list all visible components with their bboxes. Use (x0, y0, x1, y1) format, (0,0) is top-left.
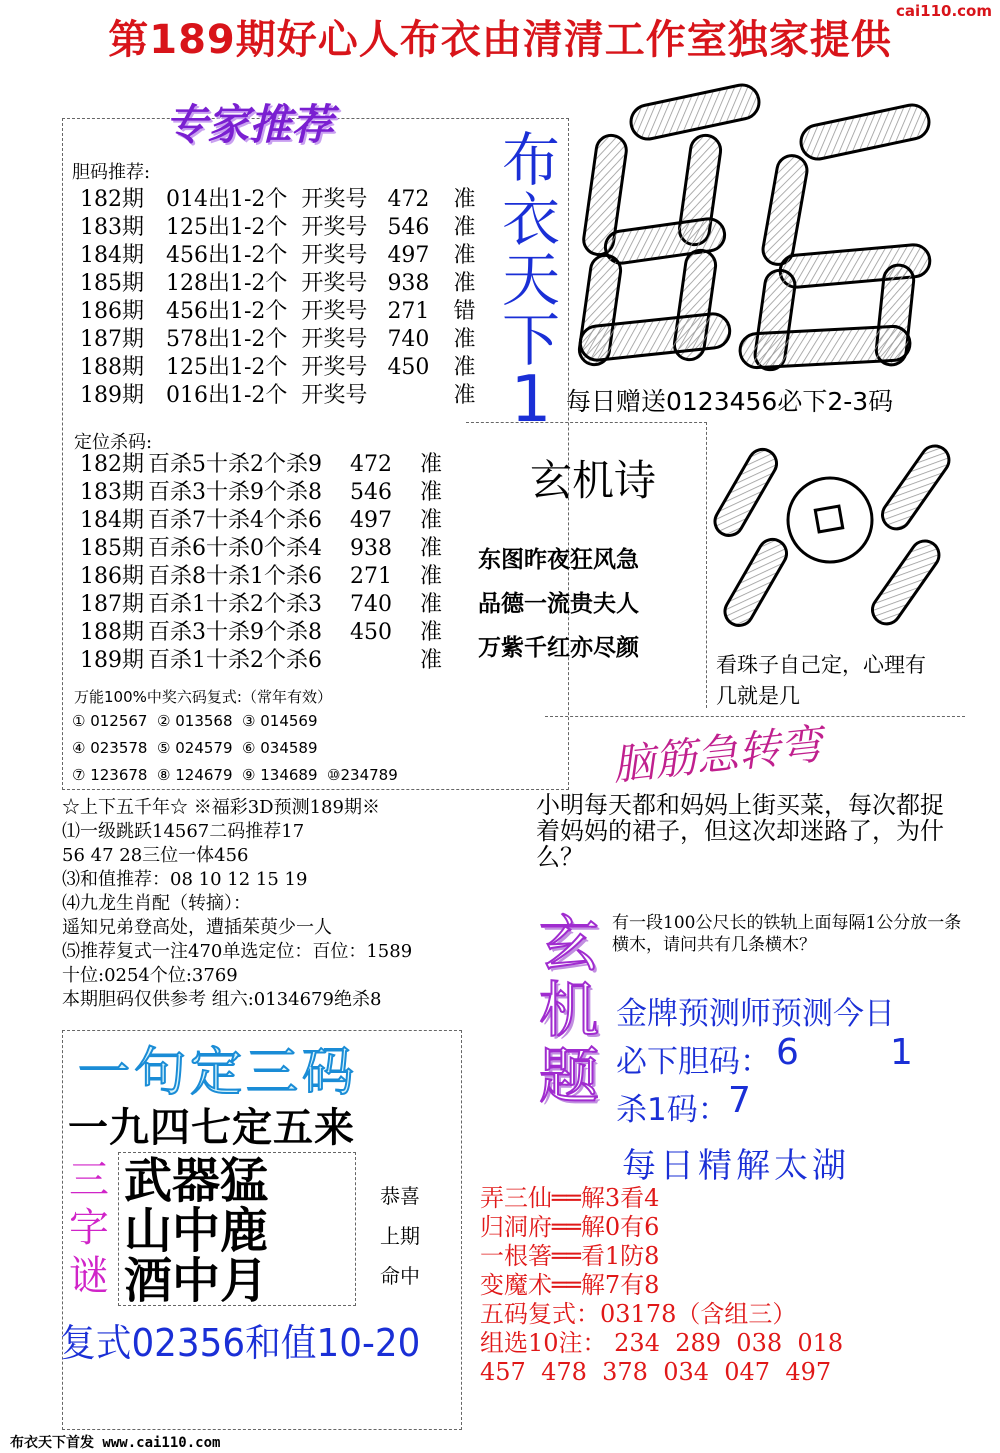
kill-cell: 百杀7十杀4个杀6 (148, 508, 322, 533)
history-block (62, 796, 412, 1012)
draw-label-cell: 开奖号 (301, 187, 368, 212)
result-cell: 准 (453, 215, 476, 240)
result-cell: 准 (453, 383, 476, 408)
gold-title: 金牌预测师预测今日 (616, 996, 895, 1032)
taihu-line: 组选10注： 234 289 038 018 (480, 1329, 844, 1357)
taihu-line: 457 478 378 034 047 497 (480, 1358, 832, 1386)
poem-title: 玄机诗 (530, 456, 657, 505)
dan-row (80, 270, 475, 298)
kill-one-label: 杀1码： (616, 1092, 729, 1128)
poem-line-3: 万紫千红亦尽颜 (478, 635, 639, 661)
result-cell: 准 (453, 271, 476, 296)
sanzi-vertical (64, 1156, 114, 1300)
kill-one-value: 7 (728, 1080, 751, 1121)
issue-cell: 184期 (80, 508, 144, 533)
puzzle-char: 玄 (539, 910, 599, 980)
kill-row (80, 535, 442, 563)
dan-cell: 016出1-2个 (166, 383, 288, 408)
draw-number-cell: 740 (387, 327, 430, 352)
beads-coin-image (712, 425, 962, 640)
kill-row (80, 591, 442, 619)
riddle-3: 酒中月 (124, 1253, 269, 1309)
kill-row (80, 563, 442, 591)
kill-row (80, 507, 442, 535)
result-cell: 准 (420, 564, 443, 589)
kill-row (80, 479, 442, 507)
page-title: 第189期好心人布衣由清清工作室独家提供 (108, 17, 892, 63)
dan-cell: 125出1-2个 (166, 355, 288, 380)
dan-cell: 578出1-2个 (166, 327, 288, 352)
dan-cell: 456出1-2个 (166, 243, 288, 268)
six-label: 万能100%中奖六码复式:（常年有效） (74, 688, 332, 706)
draw-number-cell: 938 (350, 536, 392, 561)
dan-row (80, 214, 475, 242)
draw-number-cell: 450 (350, 620, 392, 645)
issue-cell: 189期 (80, 648, 144, 673)
result-cell: 准 (420, 480, 443, 505)
taihu-block (480, 1184, 843, 1387)
draw-number-cell: 497 (387, 243, 430, 268)
sanzi-char: 字 (69, 1205, 109, 1251)
issue-cell: 182期 (80, 452, 144, 477)
must-b: 1 (890, 1032, 913, 1073)
sanzi-char: 谜 (69, 1253, 109, 1299)
gift-text: 每日赠送0123456必下2-3码 (566, 387, 894, 416)
history-line: ☆上下五千年☆ ※福彩3D预测189期※ (62, 797, 380, 818)
history-line: ⑸推荐复式一注470单选定位：百位：1589 (62, 941, 413, 962)
puzzle-vertical-title (536, 912, 602, 1110)
history-line: ⑴一级跳跃14567二码推荐17 (62, 821, 305, 842)
result-cell: 准 (453, 327, 476, 352)
congrats (380, 1176, 420, 1296)
taihu-line: 一根箸══看1防8 (480, 1242, 660, 1270)
result-cell: 准 (420, 536, 443, 561)
bead-note: 看珠子自己定，心理有几就是几 (716, 653, 926, 708)
poem-line-1: 东图昨夜狂风急 (478, 547, 639, 573)
onesent-title: 一句定三码 (78, 1043, 359, 1103)
draw-label-cell: 开奖号 (301, 355, 368, 380)
kill-cell: 百杀3十杀9个杀8 (148, 480, 322, 505)
history-line: ⑷九龙生肖配（转摘）： (62, 893, 251, 914)
riddle-1: 武器猛 (124, 1153, 269, 1209)
history-line: 56 47 28三位一体456 (62, 845, 249, 866)
draw-number-cell: 497 (350, 508, 392, 533)
dan-cell: 128出1-2个 (166, 271, 288, 296)
issue-cell: 188期 (80, 355, 144, 380)
draw-number-cell: 271 (350, 564, 392, 589)
dan-row (80, 326, 475, 354)
history-line: 十位:0254个位:3769 (62, 965, 238, 986)
draw-number-cell: 472 (387, 187, 430, 212)
taihu-line: 归洞府══解0有6 (480, 1213, 660, 1241)
draw-number-cell: 546 (387, 215, 430, 240)
draw-label-cell: 开奖号 (301, 327, 368, 352)
six-row-1: ① 012567 ② 013568 ③ 014569 (72, 712, 318, 730)
puzzle-char: 机 (539, 976, 599, 1046)
issue-cell: 183期 (80, 215, 144, 240)
dan-cell: 014出1-2个 (166, 187, 288, 212)
issue-cell: 185期 (80, 536, 144, 561)
draw-number-cell: 450 (387, 355, 430, 380)
taihu-title: 每日精解太湖 (622, 1146, 850, 1186)
issue-cell: 186期 (80, 299, 144, 324)
dan-row (80, 242, 475, 270)
puzzle-char: 题 (539, 1042, 599, 1112)
issue-cell: 189期 (80, 383, 144, 408)
issue-cell: 188期 (80, 620, 144, 645)
kill-cell: 百杀3十杀9个杀8 (148, 620, 322, 645)
must-a: 6 (776, 1032, 799, 1073)
result-cell: 准 (453, 243, 476, 268)
kill-table (80, 451, 442, 675)
taihu-line: 弄三仙══解3看4 (480, 1184, 660, 1212)
footer-text: 布衣天下首发 www.cai110.com (10, 1435, 221, 1451)
draw-label-cell: 开奖号 (301, 243, 368, 268)
draw-number-cell: 546 (350, 480, 392, 505)
draw-number-cell (350, 647, 420, 675)
draw-number-cell: 938 (387, 271, 430, 296)
issue-cell: 182期 (80, 187, 144, 212)
taihu-line: 五码复式：03178（含组三） (480, 1300, 797, 1328)
result-cell: 错 (453, 299, 476, 324)
dan-row (80, 186, 475, 214)
result-cell: 准 (420, 452, 443, 477)
must-label: 必下胆码： (616, 1044, 771, 1080)
kill-cell: 百杀8十杀1个杀6 (148, 564, 322, 589)
dan-row (80, 354, 475, 382)
history-line: ⑶和值推荐：08 10 12 15 19 (62, 869, 308, 890)
riddle-2: 山中鹿 (124, 1203, 269, 1259)
issue-cell: 186期 (80, 564, 144, 589)
puzzle-text: 有一段100公尺长的铁轨上面每隔1公分放一条横木，请问共有几条横木？ (612, 913, 962, 955)
congrats-line: 恭喜 (380, 1184, 420, 1208)
draw-label-cell: 开奖号 (301, 299, 368, 324)
draw-number-cell (387, 382, 453, 410)
onesent-phrase: 一九四七定五来 (68, 1105, 355, 1151)
draw-number-cell: 472 (350, 452, 392, 477)
draw-label-cell: 开奖号 (301, 383, 368, 408)
history-line: 本期胆码仅供参考 组六:0134679绝杀8 (62, 989, 382, 1010)
issue-cell: 185期 (80, 271, 144, 296)
dan-label: 胆码推荐: (72, 162, 151, 183)
kill-cell: 百杀1十杀2个杀6 (148, 648, 322, 673)
issue-cell: 187期 (80, 327, 144, 352)
six-row-2: ④ 023578 ⑤ 024579 ⑥ 034589 (72, 739, 318, 757)
issue-cell: 183期 (80, 480, 144, 505)
kill-row (80, 619, 442, 647)
kill-cell: 百杀6十杀0个杀4 (148, 536, 322, 561)
dan-cell: 456出1-2个 (166, 299, 288, 324)
kill-cell: 百杀5十杀2个杀9 (148, 452, 322, 477)
result-cell: 准 (420, 620, 443, 645)
dan-cell: 125出1-2个 (166, 215, 288, 240)
result-cell: 准 (420, 508, 443, 533)
result-cell: 准 (453, 187, 476, 212)
site-logo[interactable]: cai110.com (896, 2, 992, 20)
budao-vertical-title (500, 126, 562, 437)
result-cell: 准 (420, 592, 443, 617)
dan-table (80, 186, 475, 410)
fushi-text: 复式02356和值10-20 (60, 1321, 421, 1365)
brain-title: 脑筋急转弯 (610, 719, 825, 790)
history-line: 遥知兄弟登高处，遭插茱萸少一人 (62, 917, 332, 938)
draw-label-cell: 开奖号 (301, 215, 368, 240)
poem-line-2: 品德一流贵夫人 (478, 591, 639, 617)
brain-text: 小明每天都和妈妈上街买菜，每次都捉着妈妈的裙子，但这次却迷路了，为什么？ (536, 791, 944, 871)
draw-number-cell: 271 (387, 299, 430, 324)
beads-86-image (570, 75, 980, 385)
kill-label: 定位杀码: (74, 432, 153, 453)
kill-row (80, 451, 442, 479)
draw-label-cell: 开奖号 (301, 271, 368, 296)
dan-row (80, 298, 475, 326)
six-row-3: ⑦ 123678 ⑧ 124679 ⑨ 134689 ⑩234789 (72, 766, 398, 784)
congrats-line: 命中 (380, 1264, 420, 1288)
result-cell: 准 (420, 648, 443, 673)
budao-char: 布 (501, 126, 560, 194)
budao-char: 1 (510, 363, 552, 437)
issue-cell: 187期 (80, 592, 144, 617)
expert-title: 专家推荐 (165, 100, 334, 149)
budao-char: 下 (501, 306, 560, 374)
dan-row (80, 382, 475, 410)
taihu-line: 变魔术══解7有8 (480, 1271, 660, 1299)
sanzi-char: 三 (69, 1157, 109, 1203)
congrats-line: 上期 (380, 1224, 420, 1248)
kill-row (80, 647, 442, 675)
result-cell: 准 (453, 355, 476, 380)
budao-char: 天 (501, 246, 560, 314)
issue-cell: 184期 (80, 243, 144, 268)
kill-cell: 百杀1十杀2个杀3 (148, 592, 322, 617)
draw-number-cell: 740 (350, 592, 392, 617)
budao-char: 衣 (501, 186, 560, 254)
